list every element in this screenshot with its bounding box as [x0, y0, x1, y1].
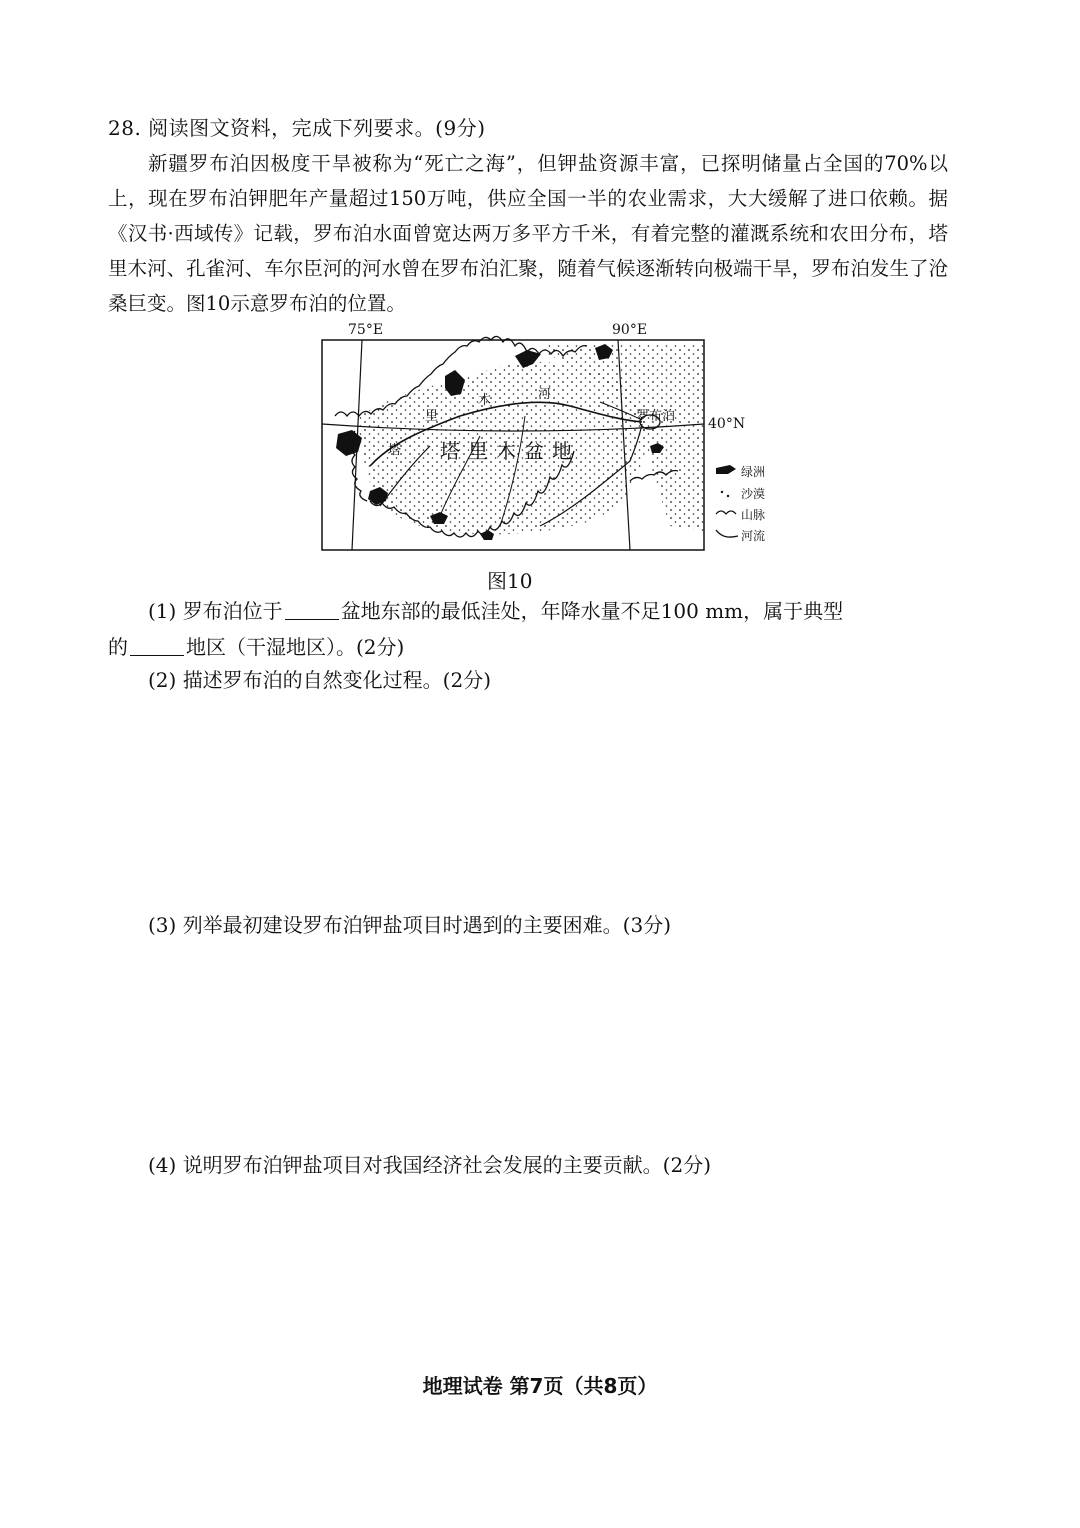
river-label-char: 塔 — [388, 443, 402, 458]
subquestion-1-text: 地区（干湿地区）。(2分) — [186, 635, 405, 659]
subquestion-3-text: (3) 列举最初建设罗布泊钾盐项目时遇到的主要困难。(3分) — [148, 913, 672, 937]
subquestion-4-text: (4) 说明罗布泊钾盐项目对我国经济社会发展的主要贡献。(2分) — [148, 1153, 712, 1177]
river-label-char: 木 — [478, 393, 492, 408]
subquestion-2 — [108, 662, 948, 698]
figure-10-map — [300, 316, 780, 566]
subquestion-2-text: (2) 描述罗布泊的自然变化过程。(2分) — [148, 668, 492, 692]
legend-desert-swatch — [727, 495, 729, 497]
lon-75e-label: 75°E — [348, 322, 384, 338]
legend-river-label: 河流 — [741, 529, 766, 543]
subquestion-4 — [108, 1147, 948, 1183]
figure-caption: 图10 — [487, 569, 533, 593]
subquestion-1-text: 的 — [108, 635, 128, 659]
subquestion-1 — [108, 593, 948, 665]
subquestion-3 — [108, 907, 948, 943]
map-legend — [716, 465, 765, 543]
answer-blank-2[interactable] — [130, 635, 184, 656]
legend-oasis-swatch — [716, 465, 736, 474]
legend-mountain-swatch — [716, 511, 736, 514]
subquestion-1-text: (1) 罗布泊位于 — [148, 599, 283, 623]
basin-label: 塔里木盆地 — [440, 439, 580, 463]
question-heading: 28. 阅读图文资料，完成下列要求。(9分) — [108, 116, 486, 140]
question-passage: 新疆罗布泊因极度干旱被称为“死亡之海”，但钾盐资源丰富，已探明储量占全国的70%以上，现在罗布泊钾肥年产量超过150万吨，供应全国一半的农业需求，大大缓解了进口依赖。据《汉书·西域传》记载，罗布泊水面曾宽达两万多平方千米，有着完整的灌溉系统和农田分布，塔里木河、孔雀河、车尔臣河的河水曾在罗布泊汇聚，随着气候逐渐转向极端干旱，罗布泊发生了沧桑巨变。图10示意罗布泊的位置。 — [108, 152, 948, 315]
legend-desert-swatch — [721, 491, 723, 493]
legend-river-swatch — [716, 530, 738, 537]
legend-mountain-label: 山脉 — [741, 508, 766, 522]
lat-40n-label: 40°N — [708, 416, 746, 432]
page-footer: 地理试卷 第7页（共8页） — [422, 1374, 658, 1398]
answer-blank-1[interactable] — [285, 599, 339, 620]
legend-oasis-label: 绿洲 — [741, 465, 766, 479]
lake-label: 罗布泊 — [636, 409, 676, 424]
lon-90e-label: 90°E — [612, 322, 648, 338]
subquestion-1-text: 盆地东部的最低洼处，年降水量不足100 mm，属于典型 — [340, 599, 844, 623]
river-label-char: 里 — [425, 409, 439, 424]
legend-desert-label: 沙漠 — [741, 487, 766, 501]
river-label-char: 河 — [538, 387, 552, 402]
